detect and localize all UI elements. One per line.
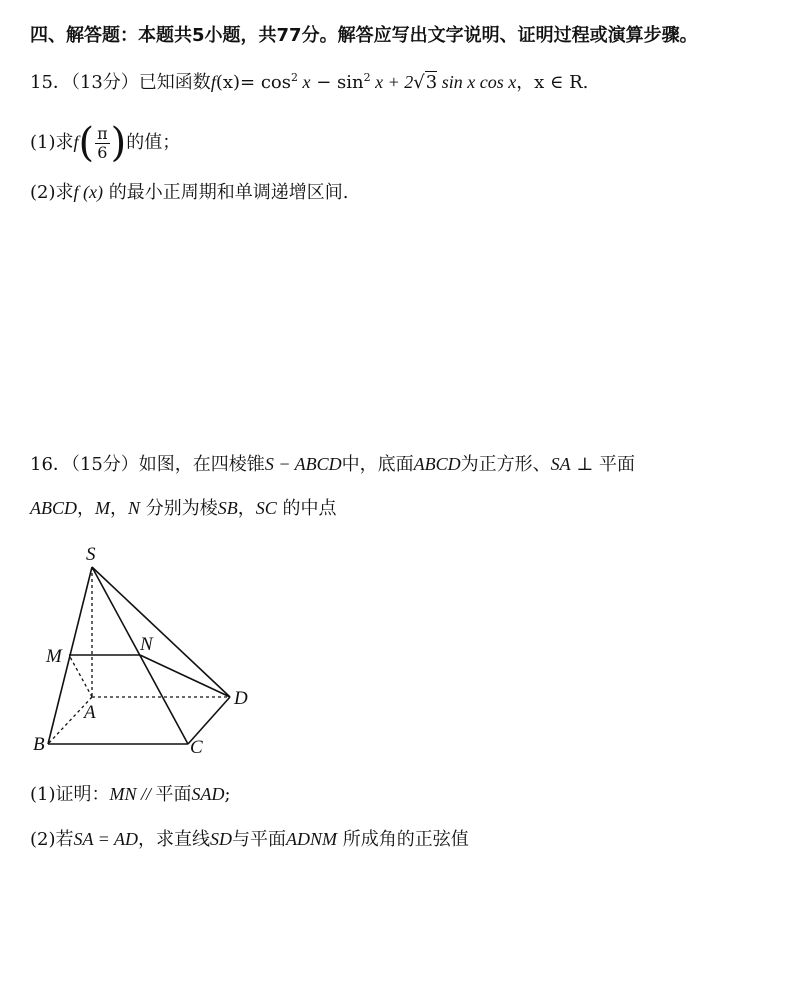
pi-over-6-fraction: $\frac{\pi}{6}$ xyxy=(97,123,108,162)
q15-number: 15．（13分）已知函数 xyxy=(30,72,211,93)
edge-am-hidden xyxy=(69,655,92,697)
label-d: D xyxy=(234,688,248,709)
q16-statement-line1: 16．（15分）如图，在四棱锥S − ABCD中，底面ABCD为正方形、SA ⊥ 平面 xyxy=(30,454,636,475)
q15-statement: 15．（13分）已知函数$f(x)= \cos^2 x - \sin^2 x + 2√3$ sin x cos x，x ∈ R. xyxy=(30,71,589,93)
label-b: B xyxy=(33,734,45,755)
edge-sd xyxy=(92,567,230,697)
label-m: M xyxy=(46,646,62,667)
section-header: 四、解答题：本题共5小题，共77分。解答应写出文字说明、证明过程或演算步骤。 xyxy=(30,25,698,46)
label-c: C xyxy=(190,737,203,758)
q15-part1: (1)求f( $\frac{\pi}{6}$ )的值； xyxy=(30,120,181,166)
pyramid-figure xyxy=(28,538,268,763)
edge-nd xyxy=(140,655,230,697)
q16-part1: (1)证明：MN // 平面SAD; xyxy=(30,784,231,805)
q16-number: 16．（15分）如图，在四棱锥 xyxy=(30,454,265,475)
q16-part2: (2)若SA = AD，求直线SD与平面ADNM 所成角的正弦值 xyxy=(30,829,469,850)
label-n: N xyxy=(140,634,153,655)
q16-statement-line2: ABCD，M，N 分别为棱SB，SC 的中点 xyxy=(30,498,337,519)
label-s: S xyxy=(86,544,96,565)
q15-part2: (2)求f (x) 的最小正周期和单调递增区间. xyxy=(30,182,349,203)
label-a: A xyxy=(84,702,96,723)
